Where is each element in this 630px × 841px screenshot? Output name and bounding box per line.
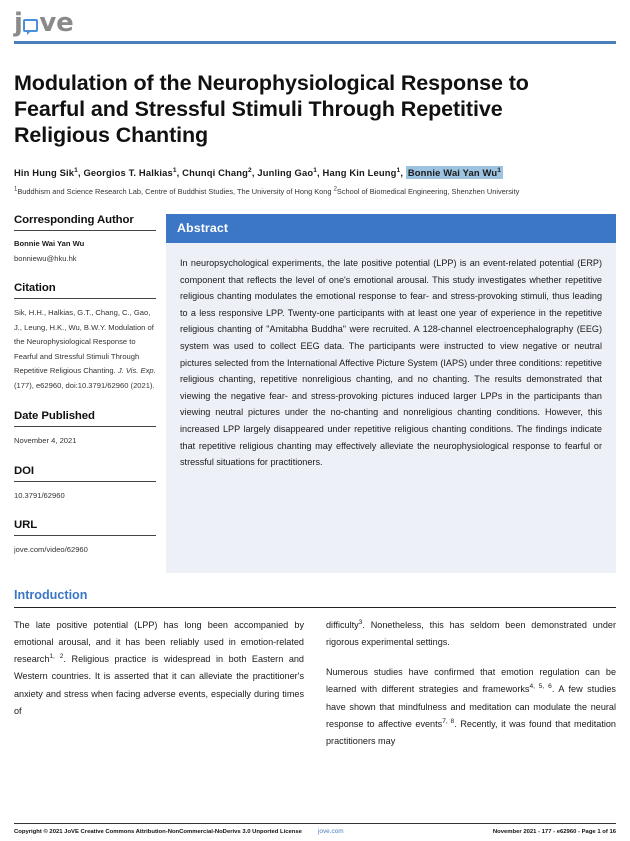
author-separator: , — [400, 167, 406, 178]
sidebar-heading-date-published: Date Published — [14, 410, 95, 423]
author-item[interactable] — [257, 167, 317, 178]
abstract-body: In neuropsychological experiments, the late positive potential (LPP) is an event-related potential (ERP) component that reflects the level of one's emotional arousal. This study investigates whether repetitive religious chanting modulates the emotional response to fear- and stress-provoking stimuli, thus leading to a less responsive LPP. Twenty-one participants with at least one year of experience in the repetitive religious chanting of "Amitabha Buddha" were recruited. A 128-channel electroencephalography (EEG) system was used to collect EEG data. The participants were instructed to view negative or neutral pictures selected from the International Affective Picture System (IAPS) under three conditions: repetitive religious chanting, repetitive nonreligious chanting, and no chanting. The results demonstrated that viewing the negative fear- and stress-provoking pictures induced larger LPPs in the participants than viewing neutral pictures under the no-chanting and nonreligious chanting conditions. However, this increased LPP largely disappeared under repetitive religious chanting conditions. The findings indicate that repetitive religious chanting may effectively alleviate the neurophysiological response to fearful or stressful situations for practitioners. — [166, 243, 616, 573]
paragraph — [326, 664, 616, 750]
citation-ref[interactable]: 3 — [358, 618, 363, 626]
divider — [14, 426, 156, 427]
divider — [14, 481, 156, 482]
url-value[interactable]: jove.com/video/62960 — [14, 545, 88, 555]
author-item[interactable] — [14, 167, 78, 178]
author-item[interactable] — [182, 167, 252, 178]
author-item-highlighted[interactable] — [406, 166, 503, 179]
author-separator: , — [251, 167, 258, 178]
footer-copyright: Copyright © 2021 JoVE Creative Commons Attribution-NonCommercial-NoDerivs 3.0 Unported License — [14, 829, 302, 835]
speech-bubble-icon — [23, 19, 38, 32]
corresponding-author-email[interactable]: bonniewu@hku.hk — [14, 254, 77, 263]
divider — [14, 607, 616, 608]
citation-pre: Sik, H.H., Halkias, G.T., Chang, C., Gao, J., Leung, H.K., Wu, B.W.Y. Modulation of the Neurophysiological Response to Fearful and Stressful Stimuli Through Repetitive Religious Chanting. — [14, 308, 154, 376]
paragraph-run: . Religious practice is widespread in both Eastern and Western countries. It is asserted that it can alleviate the practitioner's anxiety and stress when facing adverse events, especially during times of — [14, 654, 304, 716]
paragraph — [326, 617, 616, 651]
author-name: Junling Gao — [257, 167, 314, 178]
author-affil-marker: 1 — [497, 166, 502, 174]
citation-ref[interactable]: 4, 5, 6 — [529, 683, 552, 691]
author-item[interactable] — [323, 167, 401, 178]
header-rule — [14, 41, 616, 44]
divider — [14, 298, 156, 299]
sidebar-block-corresponding-author — [14, 214, 156, 265]
divider — [14, 535, 156, 536]
author-separator: , — [77, 167, 84, 178]
author-separator: , — [317, 167, 323, 178]
paragraph-run: . Recently, it was found that meditation practitioners may — [326, 718, 616, 747]
logo-letter-j: j — [14, 8, 23, 38]
author-affil-marker: 1 — [313, 166, 318, 174]
sidebar-heading-doi: DOI — [14, 464, 34, 477]
paragraph-run: . Nonetheless, this has seldom been demonstrated under rigorous experimental settings. — [326, 619, 616, 648]
corresponding-author-name: Bonnie Wai Yan Wu — [14, 239, 85, 248]
introduction-columns — [14, 617, 616, 763]
author-name: Hin Hung Sik — [14, 167, 75, 178]
date-published-value: November 4, 2021 — [14, 436, 77, 446]
jove-logo[interactable] — [14, 8, 616, 38]
author-list — [14, 166, 616, 179]
author-affil-marker: 1 — [74, 166, 78, 174]
metadata-sidebar — [14, 214, 166, 574]
abstract-section — [166, 214, 616, 573]
affiliation-text: Buddhism and Science Research Lab, Centre of Buddhist Studies, The University of Hong Kong — [17, 187, 332, 196]
citation-journal: J. Vis. Exp. — [117, 366, 156, 376]
divider — [14, 230, 156, 231]
citation-ref[interactable]: 1, 2 — [49, 653, 64, 661]
sidebar-block-url — [14, 519, 156, 556]
introduction-section — [14, 588, 616, 764]
masthead — [14, 0, 616, 44]
affiliation-text: School of Biomedical Engineering, Shenzhen University — [336, 187, 520, 196]
sidebar-heading-citation: Citation — [14, 282, 56, 295]
page-title: Modulation of the Neurophysiological Response to Fearful and Stressful Stimuli Through Repetitive Religious Chanting — [14, 71, 529, 147]
paragraph-run: The late positive potential (LPP) has long been accompanied by emotional arousal, and it has been reliably used in emotion-related research — [14, 619, 304, 665]
affiliation-marker: 1 — [14, 186, 18, 193]
sidebar-block-citation — [14, 282, 156, 393]
author-affil-marker: 1 — [396, 166, 401, 174]
citation-ref[interactable]: 7, 8 — [442, 717, 455, 725]
author-name: Chunqi Chang — [182, 167, 249, 178]
author-name: Hang Kin Leung — [322, 167, 397, 178]
introduction-column-right — [326, 617, 616, 763]
paragraph-run: Numerous studies have confirmed that emotion regulation can be learned with different strategies and frameworks — [326, 667, 616, 695]
sidebar-heading-corresponding-author: Corresponding Author — [14, 214, 134, 226]
sidebar-heading-url: URL — [14, 519, 38, 532]
author-item[interactable] — [83, 167, 176, 178]
paragraph-run: . A few studies have shown that mindfulness and meditation can modulate the neural response to affective events — [326, 684, 616, 729]
paragraph-run: difficulty — [326, 619, 359, 630]
author-affil-marker: 2 — [248, 166, 252, 174]
citation-text — [14, 306, 156, 393]
abstract-heading: Abstract — [166, 214, 616, 243]
doi-value[interactable]: 10.3791/62960 — [14, 490, 65, 500]
author-separator: , — [176, 167, 183, 178]
introduction-column-left — [14, 617, 304, 763]
logo-letters-ve: ve — [39, 8, 74, 38]
section-heading-introduction: Introduction — [14, 587, 88, 602]
affiliation-list — [14, 186, 614, 197]
upper-section — [14, 214, 616, 574]
footer-issue-meta: November 2021 - 177 - e62960 - Page 1 of 16 — [492, 829, 616, 835]
affiliation-marker: 2 — [333, 186, 337, 193]
page-footer — [14, 823, 616, 836]
footer-link-jove[interactable]: jove.com — [318, 828, 344, 835]
sidebar-block-doi — [14, 465, 156, 502]
author-affil-marker: 1 — [172, 166, 177, 174]
author-name: Bonnie Wai Yan Wu — [407, 167, 498, 178]
citation-post: (177), e62960, doi:10.3791/62960 (2021). — [14, 380, 155, 390]
paragraph — [14, 617, 304, 720]
author-name: Georgios T. Halkias — [83, 167, 173, 178]
sidebar-block-date-published — [14, 410, 156, 447]
